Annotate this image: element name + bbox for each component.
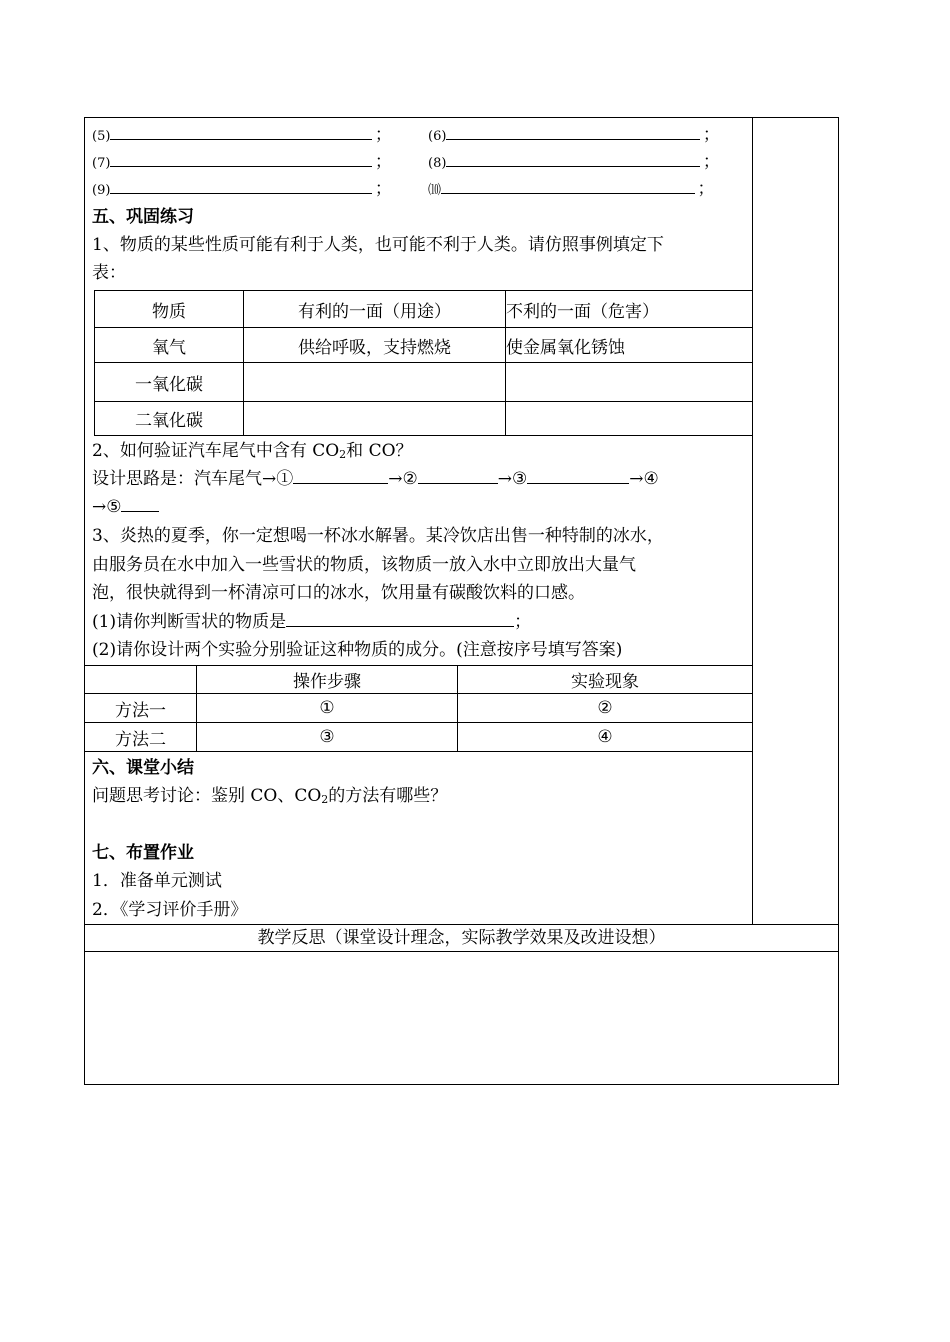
table-cell-input[interactable] bbox=[244, 363, 506, 402]
header-cell: 不利的一面（危害） bbox=[506, 291, 753, 328]
semicolon: ； bbox=[374, 125, 392, 145]
q2-arrow-4: →④ bbox=[629, 469, 659, 489]
answer-blank-9[interactable] bbox=[110, 179, 372, 194]
q2-text-line1 bbox=[92, 438, 413, 468]
table-cell: 二氧化碳 bbox=[95, 402, 244, 436]
q3-part1 bbox=[92, 609, 531, 635]
q3-part1-text: (1)请你判断雪状的物质是 bbox=[92, 612, 287, 632]
answer-blank-step1[interactable] bbox=[293, 469, 388, 484]
blank-row-9 bbox=[92, 176, 394, 204]
q2-design-prefix: 设计思路是：汽车尾气→① bbox=[92, 469, 294, 489]
blank-label-7: (7) bbox=[92, 156, 111, 171]
blank-row-5-6 bbox=[92, 122, 394, 150]
reflection-heading: 教学反思（课堂设计理念，实际教学效果及改进设想） bbox=[84, 924, 839, 952]
blank-row-6 bbox=[428, 122, 722, 150]
q2-design-line bbox=[92, 466, 659, 492]
homework-item: 1．准备单元测试 bbox=[92, 871, 222, 891]
q2-arrow-3: →③ bbox=[497, 469, 528, 489]
section6-heading: 六、课堂小结 bbox=[92, 758, 194, 778]
table-cell: 方法一 bbox=[85, 694, 197, 723]
table-row bbox=[85, 723, 753, 752]
answer-blank-10[interactable] bbox=[441, 179, 695, 194]
blank-row-7 bbox=[92, 149, 394, 177]
table-row bbox=[95, 363, 753, 402]
blank-label-9: (9) bbox=[92, 183, 111, 198]
properties-table bbox=[94, 290, 753, 436]
semicolon: ； bbox=[702, 125, 720, 145]
header-cell bbox=[85, 666, 197, 694]
table-row bbox=[95, 328, 753, 363]
semicolon: ； bbox=[374, 152, 392, 172]
reflection-area[interactable] bbox=[85, 953, 838, 1084]
answer-blank-step3[interactable] bbox=[527, 469, 629, 484]
table-cell: 一氧化碳 bbox=[95, 363, 244, 402]
table-cell: 氧气 bbox=[95, 328, 244, 363]
q1-text-line1: 1、物质的某些性质可能有利于人类，也可能不利于人类。请仿照事例填定下 bbox=[92, 235, 664, 255]
section6-question-b: 的方法有哪些？ bbox=[328, 786, 448, 806]
blank-label-8: (8) bbox=[428, 156, 447, 171]
table-cell: 供给呼吸，支持燃烧 bbox=[244, 328, 506, 363]
blank-label-5: (5) bbox=[92, 129, 111, 144]
blank-label-6: (6) bbox=[428, 129, 447, 144]
answer-blank-7[interactable] bbox=[110, 152, 372, 167]
header-cell: 实验现象 bbox=[458, 666, 753, 694]
header-cell: 物质 bbox=[95, 291, 244, 328]
section7-heading: 七、布置作业 bbox=[92, 843, 194, 863]
blank-row-10 bbox=[428, 176, 717, 204]
header-cell: 有利的一面（用途） bbox=[244, 291, 506, 328]
answer-blank-8[interactable] bbox=[446, 152, 700, 167]
q3-text-line3: 泡，很快就得到一杯清凉可口的冰水，饮用量有碳酸饮料的口感。 bbox=[92, 583, 585, 603]
table-cell: ① bbox=[197, 694, 458, 723]
section6-subscript: 2 bbox=[321, 793, 329, 806]
section6-question bbox=[92, 783, 447, 813]
table-header-row bbox=[85, 666, 753, 694]
experiment-table bbox=[84, 665, 753, 752]
q3-part2: (2)请你设计两个实验分别验证这种物质的成分。(注意按序号填写答案) bbox=[92, 640, 623, 660]
table-header-row bbox=[95, 291, 753, 328]
q2-design-line2 bbox=[92, 494, 159, 520]
table-row bbox=[95, 402, 753, 436]
section5-heading: 五、巩固练习 bbox=[92, 207, 194, 227]
table-cell-input[interactable] bbox=[506, 363, 753, 402]
blank-label-10: ⑽ bbox=[428, 183, 442, 198]
answer-blank-5[interactable] bbox=[110, 125, 372, 140]
answer-blank-substance[interactable] bbox=[286, 612, 514, 627]
q3-text-line1: 3、炎热的夏季，你一定想喝一杯冰水解暑。某冷饮店出售一种特制的冰水， bbox=[92, 526, 664, 546]
section6-question-a: 问题思考讨论：鉴别 CO、CO bbox=[92, 786, 322, 806]
semicolon: ； bbox=[697, 179, 715, 199]
table-cell: ② bbox=[458, 694, 753, 723]
q2-design-prefix2: →⑤ bbox=[92, 497, 122, 517]
semicolon: ； bbox=[374, 179, 392, 199]
q1-text-line2: 表： bbox=[92, 263, 126, 283]
table-cell-input[interactable] bbox=[506, 402, 753, 436]
semicolon: ； bbox=[514, 612, 532, 632]
table-cell-input[interactable] bbox=[244, 402, 506, 436]
table-cell: ③ bbox=[197, 723, 458, 752]
q2-subscript: 2 bbox=[339, 448, 347, 461]
table-cell: 使金属氧化锈蚀 bbox=[506, 328, 753, 363]
q2-arrow-2: →② bbox=[388, 469, 418, 489]
answer-blank-step5[interactable] bbox=[121, 497, 159, 512]
table-cell: ④ bbox=[458, 723, 753, 752]
semicolon: ； bbox=[702, 152, 720, 172]
header-cell: 操作步骤 bbox=[197, 666, 458, 694]
blank-row-8 bbox=[428, 149, 722, 177]
homework-item: 2．《学习评价手册》 bbox=[92, 900, 248, 920]
side-column-divider bbox=[752, 117, 753, 924]
table-row bbox=[85, 694, 753, 723]
table-cell: 方法二 bbox=[85, 723, 197, 752]
q2-text-a: 2、如何验证汽车尾气中含有 CO bbox=[92, 441, 340, 461]
answer-blank-6[interactable] bbox=[446, 125, 700, 140]
answer-blank-step2[interactable] bbox=[418, 469, 498, 484]
q3-text-line2: 由服务员在水中加入一些雪状的物质，该物质一放入水中立即放出大量气 bbox=[92, 555, 636, 575]
q2-text-b: 和 CO？ bbox=[346, 441, 413, 461]
